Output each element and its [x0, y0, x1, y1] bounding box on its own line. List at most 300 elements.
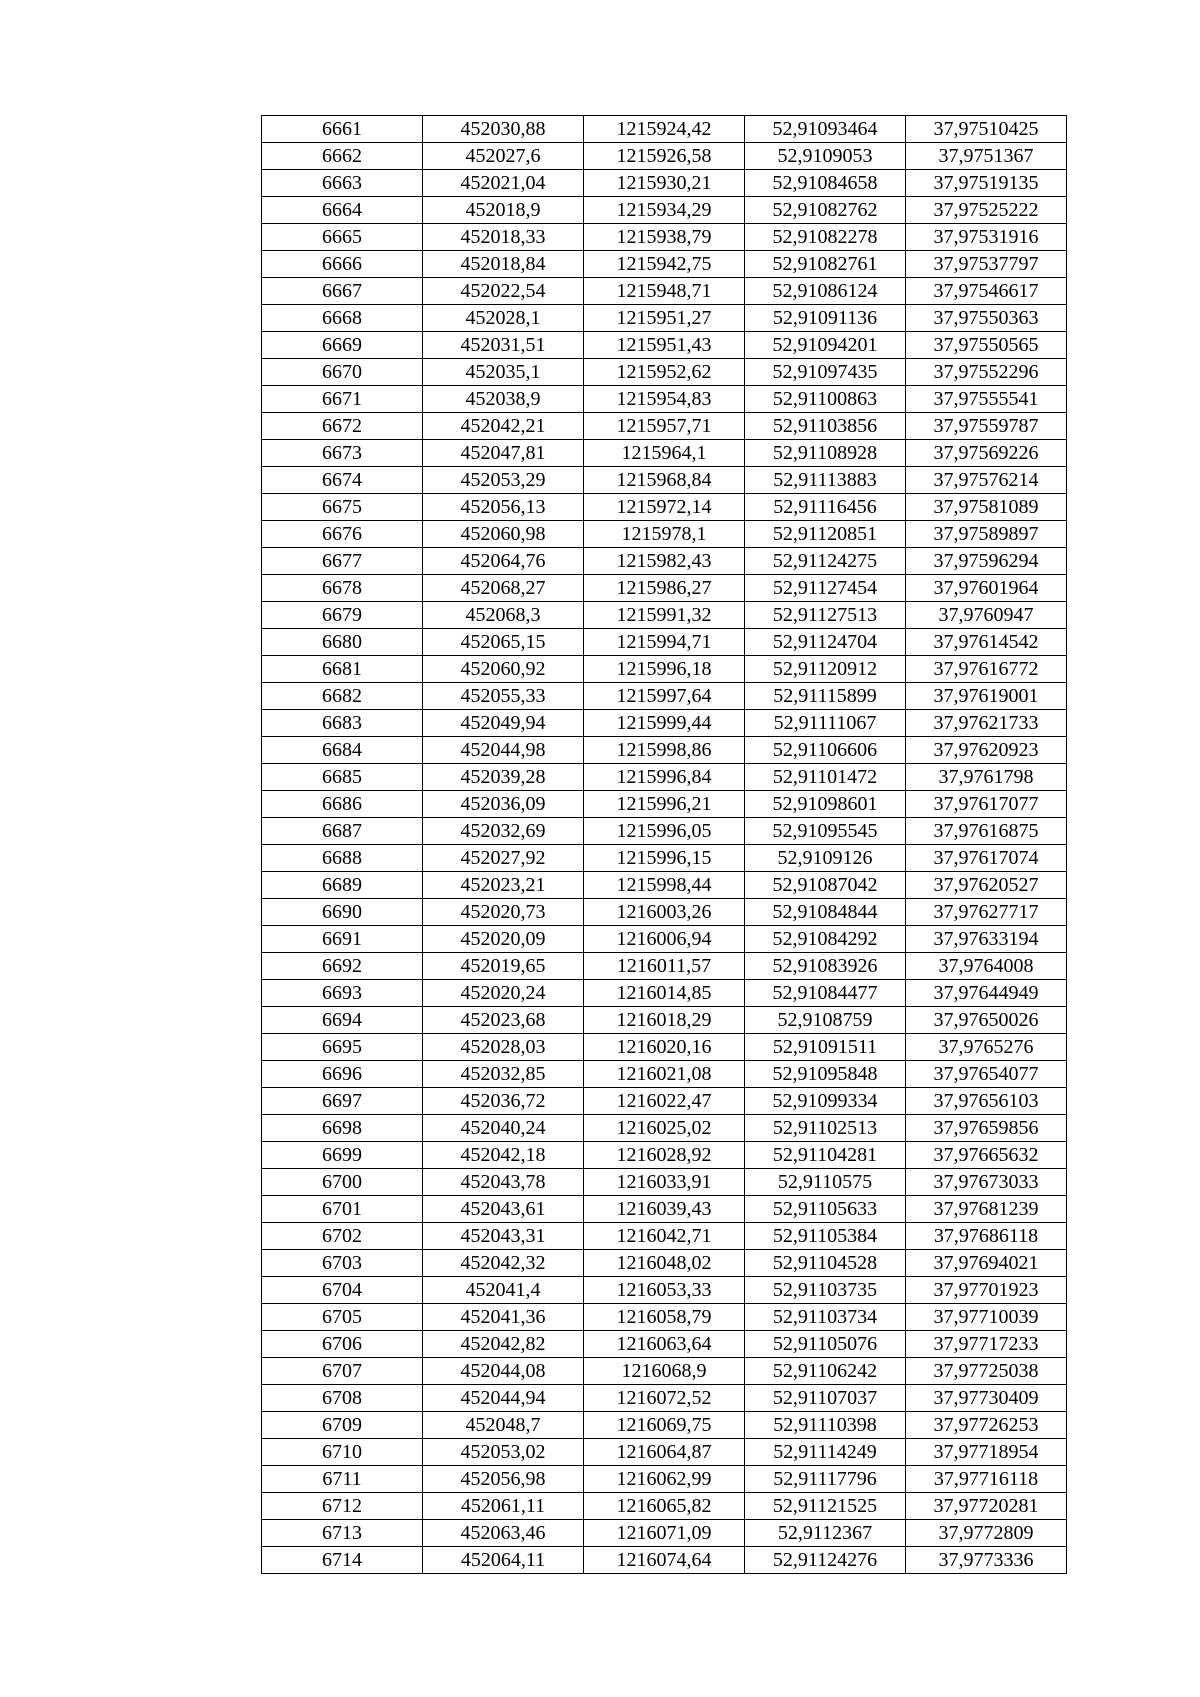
- x-coordinate-cell: 452063,46: [423, 1520, 584, 1547]
- y-coordinate-cell: 1215957,71: [584, 413, 745, 440]
- x-coordinate-cell: 452035,1: [423, 359, 584, 386]
- x-coordinate-cell: 452032,69: [423, 818, 584, 845]
- table-row: [262, 494, 1067, 521]
- point-number-cell: 6703: [262, 1250, 423, 1277]
- table-row: [262, 1007, 1067, 1034]
- y-coordinate-cell: 1215942,75: [584, 251, 745, 278]
- y-coordinate-cell: 1216053,33: [584, 1277, 745, 1304]
- x-coordinate-cell: 452060,92: [423, 656, 584, 683]
- latitude-cell: 52,91091136: [745, 305, 906, 332]
- x-coordinate-cell: 452060,98: [423, 521, 584, 548]
- latitude-cell: 52,91084844: [745, 899, 906, 926]
- latitude-cell: 52,91105076: [745, 1331, 906, 1358]
- y-coordinate-cell: 1215938,79: [584, 224, 745, 251]
- longitude-cell: 37,97537797: [906, 251, 1067, 278]
- table-row: [262, 386, 1067, 413]
- x-coordinate-cell: 452061,11: [423, 1493, 584, 1520]
- y-coordinate-cell: 1216003,26: [584, 899, 745, 926]
- longitude-cell: 37,97620527: [906, 872, 1067, 899]
- point-number-cell: 6661: [262, 116, 423, 143]
- longitude-cell: 37,9751367: [906, 143, 1067, 170]
- latitude-cell: 52,91083926: [745, 953, 906, 980]
- y-coordinate-cell: 1216068,9: [584, 1358, 745, 1385]
- latitude-cell: 52,91113883: [745, 467, 906, 494]
- x-coordinate-cell: 452028,03: [423, 1034, 584, 1061]
- x-coordinate-cell: 452027,6: [423, 143, 584, 170]
- table-row: [262, 1331, 1067, 1358]
- point-number-cell: 6692: [262, 953, 423, 980]
- table-row: [262, 656, 1067, 683]
- table-row: [262, 1142, 1067, 1169]
- longitude-cell: 37,97701923: [906, 1277, 1067, 1304]
- table-row: [262, 791, 1067, 818]
- x-coordinate-cell: 452020,24: [423, 980, 584, 1007]
- latitude-cell: 52,91121525: [745, 1493, 906, 1520]
- y-coordinate-cell: 1215996,18: [584, 656, 745, 683]
- x-coordinate-cell: 452039,28: [423, 764, 584, 791]
- x-coordinate-cell: 452042,18: [423, 1142, 584, 1169]
- longitude-cell: 37,97619001: [906, 683, 1067, 710]
- longitude-cell: 37,97589897: [906, 521, 1067, 548]
- point-number-cell: 6700: [262, 1169, 423, 1196]
- table-row: [262, 1250, 1067, 1277]
- table-row: [262, 1277, 1067, 1304]
- longitude-cell: 37,97710039: [906, 1304, 1067, 1331]
- longitude-cell: 37,97552296: [906, 359, 1067, 386]
- latitude-cell: 52,91086124: [745, 278, 906, 305]
- latitude-cell: 52,91124275: [745, 548, 906, 575]
- latitude-cell: 52,9108759: [745, 1007, 906, 1034]
- y-coordinate-cell: 1216006,94: [584, 926, 745, 953]
- latitude-cell: 52,91098601: [745, 791, 906, 818]
- longitude-cell: 37,97559787: [906, 413, 1067, 440]
- point-number-cell: 6701: [262, 1196, 423, 1223]
- longitude-cell: 37,97633194: [906, 926, 1067, 953]
- table-row: [262, 1466, 1067, 1493]
- point-number-cell: 6696: [262, 1061, 423, 1088]
- x-coordinate-cell: 452043,61: [423, 1196, 584, 1223]
- table-row: [262, 1439, 1067, 1466]
- x-coordinate-cell: 452038,9: [423, 386, 584, 413]
- longitude-cell: 37,97686118: [906, 1223, 1067, 1250]
- latitude-cell: 52,91111067: [745, 710, 906, 737]
- longitude-cell: 37,97725038: [906, 1358, 1067, 1385]
- y-coordinate-cell: 1215968,84: [584, 467, 745, 494]
- point-number-cell: 6688: [262, 845, 423, 872]
- latitude-cell: 52,91101472: [745, 764, 906, 791]
- coordinates-table-body: [262, 116, 1067, 1574]
- y-coordinate-cell: 1216063,64: [584, 1331, 745, 1358]
- longitude-cell: 37,97681239: [906, 1196, 1067, 1223]
- latitude-cell: 52,91082762: [745, 197, 906, 224]
- longitude-cell: 37,97617074: [906, 845, 1067, 872]
- table-row: [262, 737, 1067, 764]
- y-coordinate-cell: 1215996,84: [584, 764, 745, 791]
- table-row: [262, 197, 1067, 224]
- y-coordinate-cell: 1216018,29: [584, 1007, 745, 1034]
- latitude-cell: 52,91124276: [745, 1547, 906, 1574]
- latitude-cell: 52,91082278: [745, 224, 906, 251]
- x-coordinate-cell: 452064,11: [423, 1547, 584, 1574]
- latitude-cell: 52,91127513: [745, 602, 906, 629]
- table-row: [262, 1034, 1067, 1061]
- point-number-cell: 6666: [262, 251, 423, 278]
- y-coordinate-cell: 1216042,71: [584, 1223, 745, 1250]
- y-coordinate-cell: 1215934,29: [584, 197, 745, 224]
- y-coordinate-cell: 1215930,21: [584, 170, 745, 197]
- latitude-cell: 52,91102513: [745, 1115, 906, 1142]
- x-coordinate-cell: 452040,24: [423, 1115, 584, 1142]
- latitude-cell: 52,91120912: [745, 656, 906, 683]
- point-number-cell: 6687: [262, 818, 423, 845]
- point-number-cell: 6689: [262, 872, 423, 899]
- x-coordinate-cell: 452042,82: [423, 1331, 584, 1358]
- longitude-cell: 37,9761798: [906, 764, 1067, 791]
- table-row: [262, 440, 1067, 467]
- y-coordinate-cell: 1216021,08: [584, 1061, 745, 1088]
- point-number-cell: 6676: [262, 521, 423, 548]
- x-coordinate-cell: 452018,33: [423, 224, 584, 251]
- longitude-cell: 37,97716118: [906, 1466, 1067, 1493]
- point-number-cell: 6680: [262, 629, 423, 656]
- longitude-cell: 37,97581089: [906, 494, 1067, 521]
- table-row: [262, 170, 1067, 197]
- x-coordinate-cell: 452044,98: [423, 737, 584, 764]
- table-row: [262, 1520, 1067, 1547]
- x-coordinate-cell: 452068,3: [423, 602, 584, 629]
- point-number-cell: 6669: [262, 332, 423, 359]
- x-coordinate-cell: 452018,84: [423, 251, 584, 278]
- point-number-cell: 6698: [262, 1115, 423, 1142]
- longitude-cell: 37,97644949: [906, 980, 1067, 1007]
- point-number-cell: 6662: [262, 143, 423, 170]
- point-number-cell: 6714: [262, 1547, 423, 1574]
- longitude-cell: 37,97531916: [906, 224, 1067, 251]
- longitude-cell: 37,97550565: [906, 332, 1067, 359]
- x-coordinate-cell: 452044,94: [423, 1385, 584, 1412]
- latitude-cell: 52,91084292: [745, 926, 906, 953]
- longitude-cell: 37,97555541: [906, 386, 1067, 413]
- table-row: [262, 710, 1067, 737]
- longitude-cell: 37,97673033: [906, 1169, 1067, 1196]
- table-row: [262, 926, 1067, 953]
- y-coordinate-cell: 1215924,42: [584, 116, 745, 143]
- x-coordinate-cell: 452056,13: [423, 494, 584, 521]
- point-number-cell: 6699: [262, 1142, 423, 1169]
- x-coordinate-cell: 452018,9: [423, 197, 584, 224]
- longitude-cell: 37,97546617: [906, 278, 1067, 305]
- longitude-cell: 37,97665632: [906, 1142, 1067, 1169]
- x-coordinate-cell: 452064,76: [423, 548, 584, 575]
- table-row: [262, 1493, 1067, 1520]
- latitude-cell: 52,91087042: [745, 872, 906, 899]
- point-number-cell: 6682: [262, 683, 423, 710]
- latitude-cell: 52,91106242: [745, 1358, 906, 1385]
- longitude-cell: 37,97627717: [906, 899, 1067, 926]
- table-row: [262, 818, 1067, 845]
- table-row: [262, 1061, 1067, 1088]
- y-coordinate-cell: 1216022,47: [584, 1088, 745, 1115]
- point-number-cell: 6704: [262, 1277, 423, 1304]
- table-row: [262, 899, 1067, 926]
- y-coordinate-cell: 1216025,02: [584, 1115, 745, 1142]
- y-coordinate-cell: 1215951,43: [584, 332, 745, 359]
- x-coordinate-cell: 452043,31: [423, 1223, 584, 1250]
- y-coordinate-cell: 1216039,43: [584, 1196, 745, 1223]
- point-number-cell: 6665: [262, 224, 423, 251]
- table-row: [262, 332, 1067, 359]
- y-coordinate-cell: 1215972,14: [584, 494, 745, 521]
- x-coordinate-cell: 452036,09: [423, 791, 584, 818]
- latitude-cell: 52,91104281: [745, 1142, 906, 1169]
- latitude-cell: 52,91103734: [745, 1304, 906, 1331]
- x-coordinate-cell: 452044,08: [423, 1358, 584, 1385]
- longitude-cell: 37,9772809: [906, 1520, 1067, 1547]
- point-number-cell: 6686: [262, 791, 423, 818]
- point-number-cell: 6672: [262, 413, 423, 440]
- y-coordinate-cell: 1215964,1: [584, 440, 745, 467]
- latitude-cell: 52,91115899: [745, 683, 906, 710]
- longitude-cell: 37,97720281: [906, 1493, 1067, 1520]
- latitude-cell: 52,91100863: [745, 386, 906, 413]
- x-coordinate-cell: 452053,02: [423, 1439, 584, 1466]
- point-number-cell: 6697: [262, 1088, 423, 1115]
- table-row: [262, 278, 1067, 305]
- point-number-cell: 6711: [262, 1466, 423, 1493]
- table-row: [262, 1223, 1067, 1250]
- table-row: [262, 953, 1067, 980]
- longitude-cell: 37,97621733: [906, 710, 1067, 737]
- latitude-cell: 52,91105633: [745, 1196, 906, 1223]
- y-coordinate-cell: 1216014,85: [584, 980, 745, 1007]
- point-number-cell: 6677: [262, 548, 423, 575]
- point-number-cell: 6678: [262, 575, 423, 602]
- x-coordinate-cell: 452041,4: [423, 1277, 584, 1304]
- point-number-cell: 6668: [262, 305, 423, 332]
- x-coordinate-cell: 452056,98: [423, 1466, 584, 1493]
- longitude-cell: 37,97601964: [906, 575, 1067, 602]
- latitude-cell: 52,91082761: [745, 251, 906, 278]
- point-number-cell: 6674: [262, 467, 423, 494]
- y-coordinate-cell: 1215998,86: [584, 737, 745, 764]
- table-row: [262, 1088, 1067, 1115]
- x-coordinate-cell: 452042,21: [423, 413, 584, 440]
- table-row: [262, 224, 1067, 251]
- longitude-cell: 37,97617077: [906, 791, 1067, 818]
- y-coordinate-cell: 1215982,43: [584, 548, 745, 575]
- x-coordinate-cell: 452042,32: [423, 1250, 584, 1277]
- longitude-cell: 37,97659856: [906, 1115, 1067, 1142]
- table-row: [262, 359, 1067, 386]
- longitude-cell: 37,97730409: [906, 1385, 1067, 1412]
- longitude-cell: 37,97576214: [906, 467, 1067, 494]
- point-number-cell: 6667: [262, 278, 423, 305]
- latitude-cell: 52,91103735: [745, 1277, 906, 1304]
- table-row: [262, 1169, 1067, 1196]
- point-number-cell: 6710: [262, 1439, 423, 1466]
- point-number-cell: 6706: [262, 1331, 423, 1358]
- x-coordinate-cell: 452047,81: [423, 440, 584, 467]
- table-row: [262, 1412, 1067, 1439]
- longitude-cell: 37,9765276: [906, 1034, 1067, 1061]
- point-number-cell: 6685: [262, 764, 423, 791]
- x-coordinate-cell: 452043,78: [423, 1169, 584, 1196]
- point-number-cell: 6673: [262, 440, 423, 467]
- latitude-cell: 52,91124704: [745, 629, 906, 656]
- point-number-cell: 6671: [262, 386, 423, 413]
- point-number-cell: 6691: [262, 926, 423, 953]
- table-row: [262, 467, 1067, 494]
- longitude-cell: 37,97654077: [906, 1061, 1067, 1088]
- x-coordinate-cell: 452028,1: [423, 305, 584, 332]
- x-coordinate-cell: 452022,54: [423, 278, 584, 305]
- y-coordinate-cell: 1215986,27: [584, 575, 745, 602]
- x-coordinate-cell: 452027,92: [423, 845, 584, 872]
- coordinates-table: [261, 115, 1067, 1574]
- point-number-cell: 6664: [262, 197, 423, 224]
- longitude-cell: 37,97596294: [906, 548, 1067, 575]
- y-coordinate-cell: 1216071,09: [584, 1520, 745, 1547]
- table-row: [262, 764, 1067, 791]
- y-coordinate-cell: 1215998,44: [584, 872, 745, 899]
- latitude-cell: 52,91114249: [745, 1439, 906, 1466]
- table-row: [262, 602, 1067, 629]
- table-row: [262, 1304, 1067, 1331]
- point-number-cell: 6683: [262, 710, 423, 737]
- point-number-cell: 6708: [262, 1385, 423, 1412]
- latitude-cell: 52,9110575: [745, 1169, 906, 1196]
- y-coordinate-cell: 1216072,52: [584, 1385, 745, 1412]
- x-coordinate-cell: 452032,85: [423, 1061, 584, 1088]
- x-coordinate-cell: 452020,09: [423, 926, 584, 953]
- table-row: [262, 1115, 1067, 1142]
- table-row: [262, 305, 1067, 332]
- y-coordinate-cell: 1215996,05: [584, 818, 745, 845]
- longitude-cell: 37,97650026: [906, 1007, 1067, 1034]
- table-row: [262, 143, 1067, 170]
- latitude-cell: 52,9109126: [745, 845, 906, 872]
- longitude-cell: 37,97616875: [906, 818, 1067, 845]
- x-coordinate-cell: 452048,7: [423, 1412, 584, 1439]
- y-coordinate-cell: 1215952,62: [584, 359, 745, 386]
- y-coordinate-cell: 1215926,58: [584, 143, 745, 170]
- x-coordinate-cell: 452068,27: [423, 575, 584, 602]
- point-number-cell: 6712: [262, 1493, 423, 1520]
- point-number-cell: 6663: [262, 170, 423, 197]
- y-coordinate-cell: 1215951,27: [584, 305, 745, 332]
- x-coordinate-cell: 452065,15: [423, 629, 584, 656]
- point-number-cell: 6679: [262, 602, 423, 629]
- table-row: [262, 521, 1067, 548]
- longitude-cell: 37,97525222: [906, 197, 1067, 224]
- point-number-cell: 6670: [262, 359, 423, 386]
- longitude-cell: 37,97616772: [906, 656, 1067, 683]
- table-row: [262, 845, 1067, 872]
- point-number-cell: 6709: [262, 1412, 423, 1439]
- longitude-cell: 37,97694021: [906, 1250, 1067, 1277]
- latitude-cell: 52,91108928: [745, 440, 906, 467]
- x-coordinate-cell: 452023,68: [423, 1007, 584, 1034]
- longitude-cell: 37,97717233: [906, 1331, 1067, 1358]
- point-number-cell: 6713: [262, 1520, 423, 1547]
- latitude-cell: 52,91116456: [745, 494, 906, 521]
- latitude-cell: 52,9112367: [745, 1520, 906, 1547]
- y-coordinate-cell: 1215978,1: [584, 521, 745, 548]
- x-coordinate-cell: 452049,94: [423, 710, 584, 737]
- latitude-cell: 52,91084477: [745, 980, 906, 1007]
- y-coordinate-cell: 1216011,57: [584, 953, 745, 980]
- table-row: [262, 629, 1067, 656]
- longitude-cell: 37,9764008: [906, 953, 1067, 980]
- y-coordinate-cell: 1216058,79: [584, 1304, 745, 1331]
- latitude-cell: 52,91095545: [745, 818, 906, 845]
- latitude-cell: 52,91097435: [745, 359, 906, 386]
- x-coordinate-cell: 452021,04: [423, 170, 584, 197]
- y-coordinate-cell: 1215999,44: [584, 710, 745, 737]
- y-coordinate-cell: 1216064,87: [584, 1439, 745, 1466]
- point-number-cell: 6694: [262, 1007, 423, 1034]
- y-coordinate-cell: 1216048,02: [584, 1250, 745, 1277]
- latitude-cell: 52,91093464: [745, 116, 906, 143]
- y-coordinate-cell: 1216033,91: [584, 1169, 745, 1196]
- y-coordinate-cell: 1215997,64: [584, 683, 745, 710]
- longitude-cell: 37,97620923: [906, 737, 1067, 764]
- point-number-cell: 6690: [262, 899, 423, 926]
- y-coordinate-cell: 1216062,99: [584, 1466, 745, 1493]
- table-row: [262, 683, 1067, 710]
- x-coordinate-cell: 452031,51: [423, 332, 584, 359]
- latitude-cell: 52,91120851: [745, 521, 906, 548]
- table-row: [262, 116, 1067, 143]
- latitude-cell: 52,91099334: [745, 1088, 906, 1115]
- latitude-cell: 52,91106606: [745, 737, 906, 764]
- point-number-cell: 6702: [262, 1223, 423, 1250]
- point-number-cell: 6707: [262, 1358, 423, 1385]
- point-number-cell: 6705: [262, 1304, 423, 1331]
- longitude-cell: 37,9773336: [906, 1547, 1067, 1574]
- table-row: [262, 1196, 1067, 1223]
- latitude-cell: 52,91103856: [745, 413, 906, 440]
- latitude-cell: 52,91107037: [745, 1385, 906, 1412]
- x-coordinate-cell: 452041,36: [423, 1304, 584, 1331]
- table-row: [262, 1358, 1067, 1385]
- longitude-cell: 37,97519135: [906, 170, 1067, 197]
- point-number-cell: 6695: [262, 1034, 423, 1061]
- table-row: [262, 1547, 1067, 1574]
- table-row: [262, 980, 1067, 1007]
- latitude-cell: 52,91117796: [745, 1466, 906, 1493]
- y-coordinate-cell: 1215991,32: [584, 602, 745, 629]
- latitude-cell: 52,91105384: [745, 1223, 906, 1250]
- point-number-cell: 6684: [262, 737, 423, 764]
- x-coordinate-cell: 452053,29: [423, 467, 584, 494]
- table-row: [262, 548, 1067, 575]
- y-coordinate-cell: 1215996,21: [584, 791, 745, 818]
- table-row: [262, 1385, 1067, 1412]
- latitude-cell: 52,91104528: [745, 1250, 906, 1277]
- table-row: [262, 872, 1067, 899]
- y-coordinate-cell: 1216028,92: [584, 1142, 745, 1169]
- point-number-cell: 6675: [262, 494, 423, 521]
- x-coordinate-cell: 452055,33: [423, 683, 584, 710]
- longitude-cell: 37,9760947: [906, 602, 1067, 629]
- y-coordinate-cell: 1216020,16: [584, 1034, 745, 1061]
- longitude-cell: 37,97718954: [906, 1439, 1067, 1466]
- y-coordinate-cell: 1215954,83: [584, 386, 745, 413]
- x-coordinate-cell: 452036,72: [423, 1088, 584, 1115]
- y-coordinate-cell: 1216065,82: [584, 1493, 745, 1520]
- latitude-cell: 52,91095848: [745, 1061, 906, 1088]
